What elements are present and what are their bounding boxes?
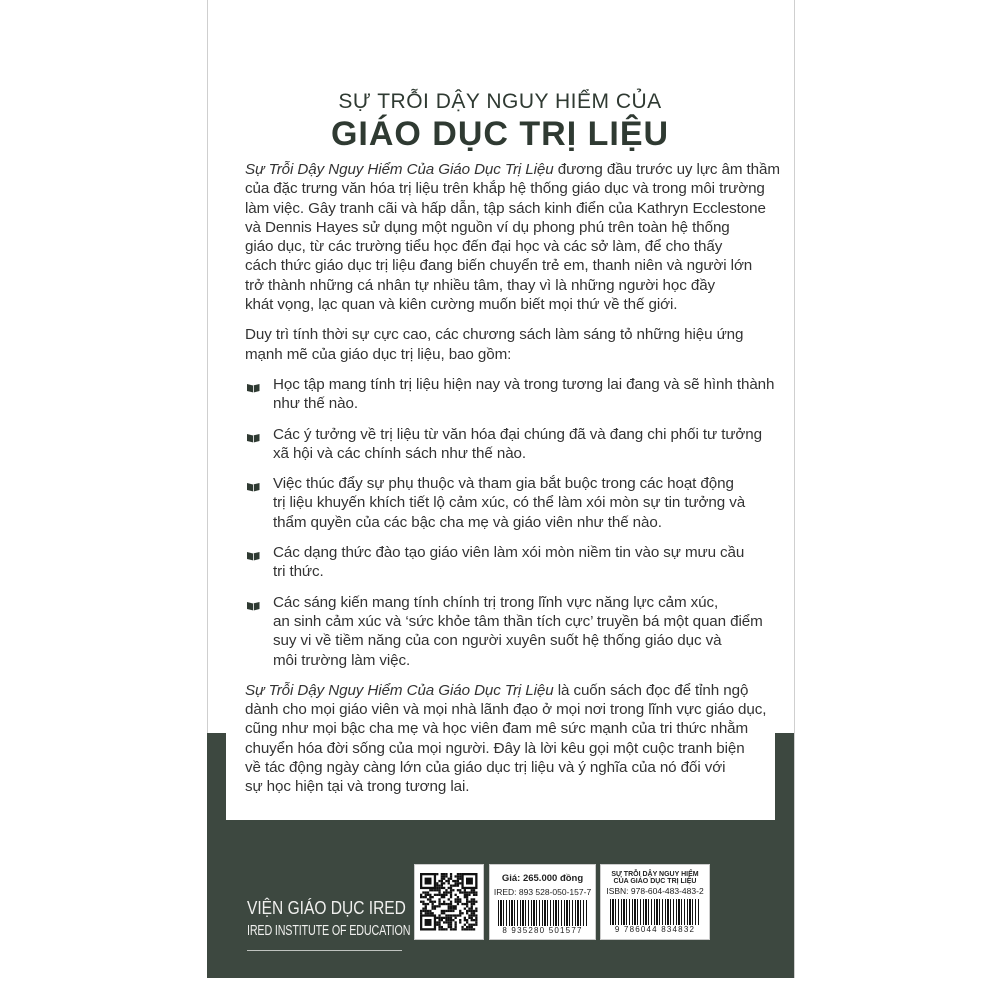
gap-spacer — [245, 463, 775, 474]
publisher-name-en: IRED INSTITUTE OF EDUCATION — [247, 923, 411, 939]
isbn-barcode — [600, 864, 710, 940]
text-line: Học tập mang tính trị liệu hiện nay và trong tương lai đang và sẽ hình thành — [273, 375, 775, 393]
text-line-content: cách thức giáo dục trị liệu đang biến chuyển trẻ em, thanh niên và người lớn — [245, 257, 753, 275]
text-line: an sinh cảm xúc và ‘sức khỏe tâm thần tích cực’ truyền bá một quan điểm — [273, 612, 763, 630]
italic-title: Sự Trỗi Dậy Nguy Hiểm Của Giáo Dục Trị Liệu — [245, 681, 554, 699]
text-line: Việc thúc đẩy sự phụ thuộc và tham gia bắt buộc trong các hoạt động — [273, 475, 734, 493]
text-line-content: đương đầu trước uy lực âm thầm — [553, 161, 780, 178]
text-line — [245, 295, 775, 314]
text-line: trị liệu khuyến khích tiết lộ cảm xúc, có thể làm xói mòn sự tin tưởng và — [273, 494, 746, 512]
barcode-digits: 9 786044 834832 — [614, 925, 696, 934]
book-icon — [247, 429, 260, 439]
blurb — [245, 160, 780, 797]
barcode-bars — [610, 899, 700, 925]
bullet-item — [245, 543, 775, 582]
isbn: ISBN: 978-604-483-483-2 — [606, 886, 704, 896]
text-line — [245, 199, 775, 218]
paragraph-conclusion — [245, 681, 775, 797]
text-line: mạnh mẽ của giáo dục trị liệu, bao gồm: — [245, 345, 512, 363]
text-line: như thế nào. — [273, 395, 358, 413]
text-line: suy vi về tiềm năng của con người xuyên suốt hệ thống giáo dục và — [273, 632, 722, 650]
text-line-content: dành cho mọi giáo viên và mọi nhà lãnh đạo ở mọi nơi trong lĩnh vực giáo dục, — [245, 701, 767, 719]
book-icon — [247, 597, 260, 607]
text-line — [245, 758, 775, 777]
text-line-content: của đặc trưng văn hóa trị liệu trên khắp hệ thống giáo dục và trong môi trường — [245, 180, 765, 198]
text-line — [245, 218, 775, 237]
text-line: Các ý tưởng về trị liệu từ văn hóa đại chúng đã và đang chi phối tư tưởng — [273, 425, 762, 443]
text-line — [245, 681, 775, 700]
divider — [247, 950, 402, 951]
text-line: môi trường làm việc. — [273, 651, 411, 669]
price-barcode — [489, 864, 596, 940]
gap-spacer — [245, 532, 775, 543]
text-line — [245, 700, 775, 719]
barcode-title-1: SỰ TRỖI DẬY NGUY HIỂM — [611, 871, 699, 878]
ired-code: IRED: 893 528-050-157-7 — [493, 887, 592, 897]
barcode-digits: 8 935280 501577 — [502, 926, 583, 935]
italic-title: Sự Trỗi Dậy Nguy Hiểm Của Giáo Dục Trị Liệu — [245, 161, 554, 178]
barcode-title-2: CỦA GIÁO DỤC TRỊ LIỆU — [613, 878, 697, 885]
price-label: Giá: 265.000 đồng — [501, 873, 584, 884]
text-line — [245, 160, 780, 179]
text-line-content: làm việc. Gây tranh cãi và hấp dẫn, tập sách kinh điển của Kathryn Ecclestone — [245, 199, 766, 217]
book-icon — [247, 379, 260, 389]
text-line-content: khát vọng, lạc quan và kiên cường muốn biết mọi thứ về thế giới. — [245, 296, 678, 314]
text-line-content: về tác động ngày càng lớn của giáo dục trị liệu và ý nghĩa của nó đối với — [245, 759, 726, 777]
gap-spacer — [245, 670, 775, 681]
text-line: xã hội và các chính sách như thế nào. — [273, 444, 527, 462]
bullet-list — [245, 364, 775, 681]
publisher-name-vi: VIỆN GIÁO DỤC IRED — [247, 897, 406, 918]
paragraph-intro — [245, 160, 780, 314]
gap-spacer — [245, 414, 775, 425]
gap-spacer — [245, 364, 775, 375]
text-line: Các sáng kiến mang tính chính trị trong lĩnh vực năng lực cảm xúc, — [273, 593, 719, 611]
supertitle: SỰ TRỖI DẬY NGUY HIỂM CỦA — [338, 90, 662, 113]
qr-code — [414, 864, 484, 940]
text-line — [245, 739, 775, 758]
text-line — [245, 777, 775, 796]
text-line — [245, 276, 775, 295]
barcode-bars — [498, 900, 588, 926]
text-line-content: giáo dục, từ các trường tiểu học đến đại học và các sở làm, để cho thấy — [245, 238, 723, 256]
paragraph-chapters — [245, 325, 775, 364]
qr-code-icon — [415, 865, 483, 939]
text-line — [245, 179, 775, 198]
text-line-content: trở thành những cá nhân tự nhiều tâm, thay vì là những người học đầy — [245, 276, 716, 294]
text-line-content: cũng như mọi bậc cha mẹ và học viên đam mê sức mạnh của tri thức nhằm — [245, 720, 749, 738]
publisher-logo — [247, 897, 411, 951]
text-line — [245, 237, 775, 256]
text-line-content: sự học hiện tại và trong tương lai. — [245, 778, 470, 796]
text-line-content: là cuốn sách đọc để tỉnh ngộ — [553, 681, 749, 699]
book-icon — [247, 547, 260, 557]
gap-spacer — [245, 582, 775, 593]
text-line — [245, 256, 775, 275]
text-line: thẩm quyền của các bậc cha mẹ và giáo viên như thế nào. — [273, 513, 662, 531]
bullet-item — [245, 425, 775, 464]
bullet-item — [245, 375, 775, 414]
bullet-item — [245, 474, 775, 532]
bullet-item — [245, 593, 775, 670]
text-line-content: và Dennis Hayes sử dụng một nguồn ví dụ phong phú trên toàn hệ thống — [245, 218, 730, 236]
text-line: tri thức. — [273, 563, 324, 581]
text-line — [245, 719, 775, 738]
book-title: GIÁO DỤC TRỊ LIỆU — [330, 115, 670, 153]
book-icon — [247, 478, 260, 488]
text-line: Duy trì tính thời sự cực cao, các chương sách làm sáng tỏ những hiệu ứng — [245, 326, 744, 344]
text-line-content: chuyển hóa đời sống của mọi người. Đây là lời kêu gọi một cuộc tranh biện — [245, 739, 745, 757]
text-line: Các dạng thức đào tạo giáo viên làm xói mòn niềm tin vào sự mưu cầu — [273, 544, 745, 562]
